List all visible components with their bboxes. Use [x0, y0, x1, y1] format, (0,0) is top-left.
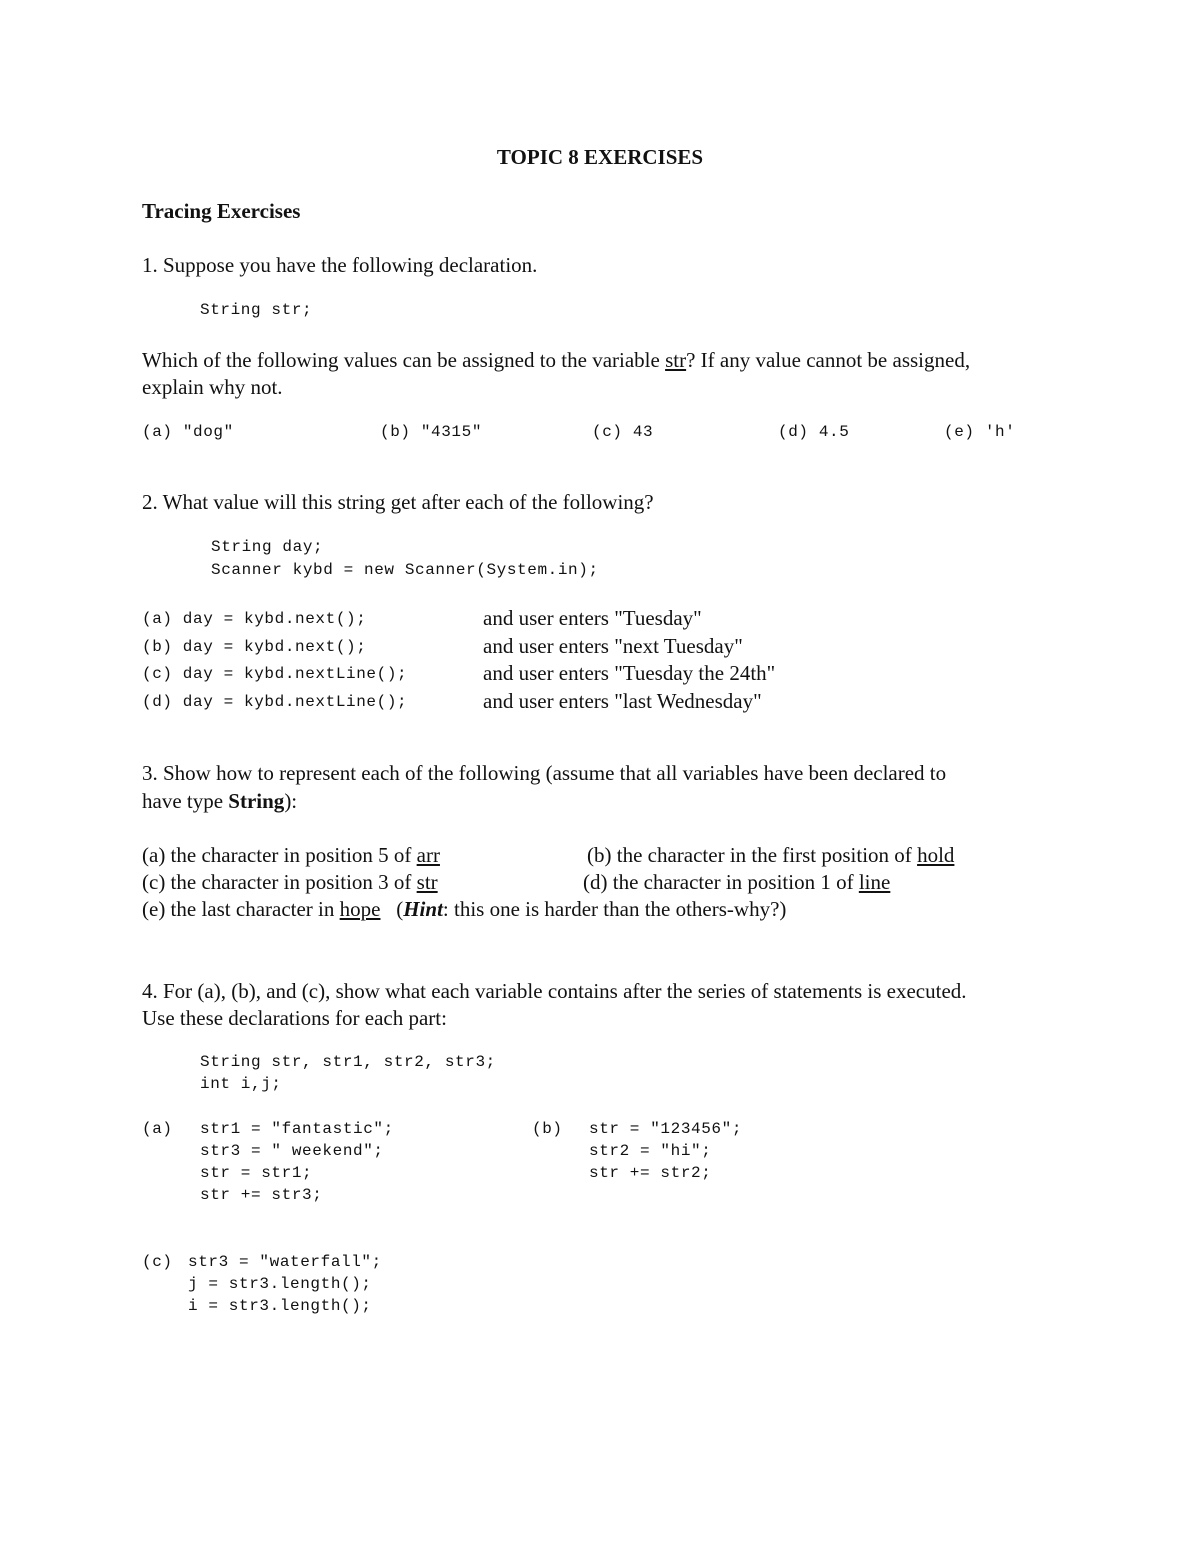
- q2-row-text: and user enters "next Tuesday": [483, 634, 743, 658]
- q3-item-a: [142, 843, 440, 868]
- page-title: TOPIC 8 EXERCISES: [496, 145, 704, 169]
- q3-prompt-type: String: [228, 789, 285, 813]
- q1-option-e: [944, 423, 1015, 441]
- q3-hint-open: (: [396, 897, 404, 921]
- q2-row-text: and user enters "last Wednesday": [483, 689, 762, 713]
- q3-item-b: [587, 843, 954, 868]
- q4-decl-line: String str, str1, str2, str3;: [200, 1053, 496, 1071]
- q1-question-text: Which of the following values can be assigned to the variable: [142, 348, 666, 372]
- option-value: "dog": [182, 423, 234, 441]
- q1-question-text-2: ? If any value cannot be assigned,: [686, 348, 971, 372]
- q1-prompt: 1. Suppose you have the following declaration.: [142, 253, 538, 277]
- q4-prompt-line1: 4. For (a), (b), and (c), show what each variable contains after the series of statements is executed.: [142, 979, 967, 1003]
- q4-part-c-line: i = str3.length();: [188, 1297, 372, 1315]
- option-label: (c): [592, 423, 623, 441]
- q3-item-var: str: [416, 870, 438, 894]
- option-label: (a): [142, 423, 173, 441]
- option-label: (e): [944, 423, 975, 441]
- q4-part-a-line: str1 = "fantastic";: [200, 1120, 394, 1138]
- q1-code: String str;: [200, 301, 313, 319]
- q4-part-b-line: str += str2;: [589, 1164, 712, 1182]
- q4-part-c-line: str3 = "waterfall";: [188, 1253, 382, 1271]
- q3-item-d: [583, 870, 890, 895]
- q4-part-c-line: j = str3.length();: [188, 1275, 372, 1293]
- q4-part-a-label: (a): [142, 1120, 173, 1138]
- option-value: 4.5: [818, 423, 850, 441]
- q3-prompt-line2: [142, 789, 297, 814]
- q3-hint-label: Hint: [403, 897, 443, 921]
- q1-question-line2: explain why not.: [142, 375, 283, 399]
- q1-option-a: [142, 423, 234, 441]
- option-value: "4315": [420, 423, 483, 441]
- q4-part-a-line: str = str1;: [200, 1164, 313, 1182]
- option-label: (b): [380, 423, 411, 441]
- q3-item-var: arr: [416, 843, 440, 867]
- option-value: 43: [632, 423, 654, 441]
- q2-row-text: and user enters "Tuesday": [483, 606, 702, 630]
- q1-option-c: [592, 423, 653, 441]
- option-value: 'h': [984, 423, 1016, 441]
- q3-hint-text: : this one is harder than the others-why?): [442, 897, 787, 921]
- q2-row-code: (d) day = kybd.nextLine();: [142, 693, 408, 711]
- q3-item-text: (d) the character in position 1 of: [583, 870, 859, 894]
- q4-part-c-label: (c): [142, 1253, 173, 1271]
- q2-row-code: (c) day = kybd.nextLine();: [142, 665, 408, 683]
- q4-part-b-line: str2 = "hi";: [589, 1142, 712, 1160]
- q3-item-var: line: [858, 870, 891, 894]
- q4-part-a-line: str3 = " weekend";: [200, 1142, 384, 1160]
- q1-option-b: [380, 423, 482, 441]
- q2-row-code: (a) day = kybd.next();: [142, 610, 367, 628]
- q3-item-text: (c) the character in position 3 of: [142, 870, 417, 894]
- q3-prompt-end: ):: [284, 789, 298, 813]
- q2-row-text: and user enters "Tuesday the 24th": [483, 661, 776, 685]
- q4-decl-line: int i,j;: [200, 1075, 282, 1093]
- q1-option-d: [778, 423, 849, 441]
- q3-item-var: hope: [339, 897, 381, 921]
- q2-row-code: (b) day = kybd.next();: [142, 638, 367, 656]
- q1-question: [142, 348, 970, 373]
- q2-code-line: Scanner kybd = new Scanner(System.in);: [211, 561, 599, 579]
- option-label: (d): [778, 423, 809, 441]
- q3-item-text: (b) the character in the first position of: [587, 843, 918, 867]
- q3-item-c: [142, 870, 438, 895]
- q4-part-b-line: str = "123456";: [589, 1120, 743, 1138]
- q3-item-text: (a) the character in position 5 of: [142, 843, 417, 867]
- q4-part-b-label: (b): [532, 1120, 563, 1138]
- q4-prompt-line2: Use these declarations for each part:: [142, 1006, 447, 1030]
- q2-code-line: String day;: [211, 538, 324, 556]
- section-heading: Tracing Exercises: [142, 199, 301, 223]
- q3-prompt-line1: 3. Show how to represent each of the following (assume that all variables have been declared to: [142, 761, 947, 785]
- q3-prompt-text: have type: [142, 789, 229, 813]
- q3-item-text: (e) the last character in: [142, 897, 340, 921]
- q2-prompt: 2. What value will this string get after each of the following?: [142, 490, 654, 514]
- q4-part-a-line: str += str3;: [200, 1186, 323, 1204]
- q3-item-e: [142, 897, 786, 922]
- q3-item-var: hold: [917, 843, 955, 867]
- q1-question-var: str: [665, 348, 687, 372]
